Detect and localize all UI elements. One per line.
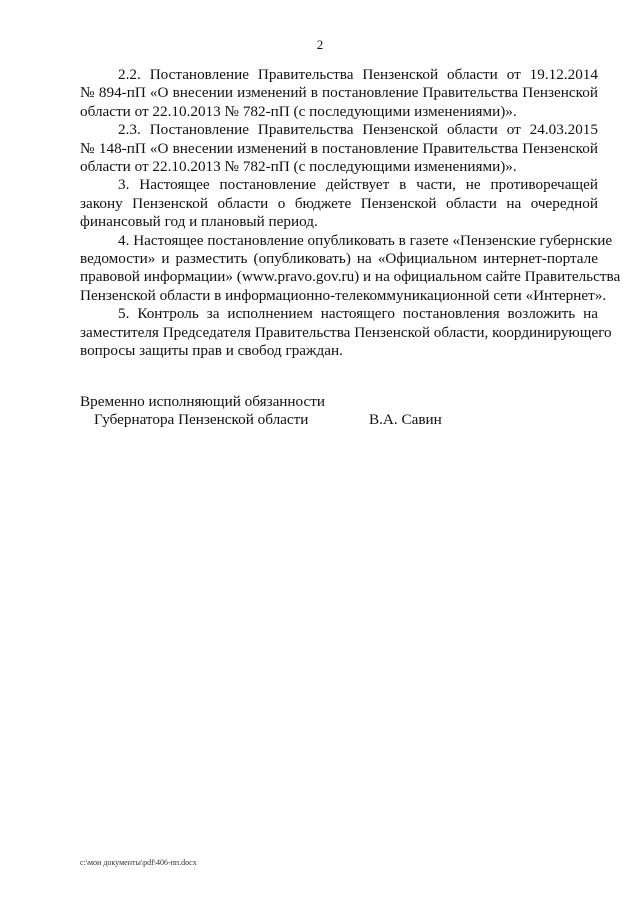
text-line: области от 22.10.2013 № 782-пП (с последующими изменениями)». <box>80 158 517 176</box>
page-number: 2 <box>316 37 324 52</box>
text-line: ведомости» и разместить (опубликовать) на «Официальном интернет-портале <box>80 250 598 268</box>
signatory-name: В.А. Савин <box>369 411 442 428</box>
text-line: закону Пензенской области о бюджете Пензенской области на очередной <box>80 194 598 212</box>
text-line: № 894-пП «О внесении изменений в постановление Правительства Пензенской <box>80 84 598 102</box>
text-line: 3. Настоящее постановление действует в части, не противоречащей <box>118 176 598 194</box>
footer-file-path: c:\мои документы\pdf\406-пп.docx <box>80 858 197 867</box>
text-line: 2.3. Постановление Правительства Пензенской области от 24.03.2015 <box>118 121 598 139</box>
text-line: правовой информации» (www.pravo.gov.ru) и на официальном сайте Правительства <box>80 268 621 286</box>
text-line: области от 22.10.2013 № 782-пП (с последующими изменениями)». <box>80 102 517 120</box>
paragraph <box>80 231 621 306</box>
text-line: Пензенской области в информационно-телекоммуникационной сети «Интернет». <box>80 286 607 304</box>
text-line: № 148-пП «О внесении изменений в постановление Правительства Пензенской <box>80 139 598 157</box>
paragraph <box>80 121 598 176</box>
text-line: финансовый год и плановый период. <box>80 213 318 231</box>
paragraph <box>80 305 612 360</box>
signatory-title-line2: Губернатора Пензенской области <box>94 411 309 428</box>
paragraph <box>80 66 598 121</box>
text-line: вопросы защиты прав и свобод граждан. <box>80 342 343 360</box>
signatory-title-line1: Временно исполняющий обязанности <box>80 393 326 410</box>
text-line: заместителя Председателя Правительства Пензенской области, координирующего <box>80 323 612 341</box>
document-body <box>80 66 621 361</box>
text-line: 5. Контроль за исполнением настоящего постановления возложить на <box>118 305 598 323</box>
paragraph <box>80 176 598 231</box>
text-line: 4. Настоящее постановление опубликовать в газете «Пензенские губернские <box>118 231 613 249</box>
text-line: 2.2. Постановление Правительства Пензенской области от 19.12.2014 <box>118 66 598 83</box>
